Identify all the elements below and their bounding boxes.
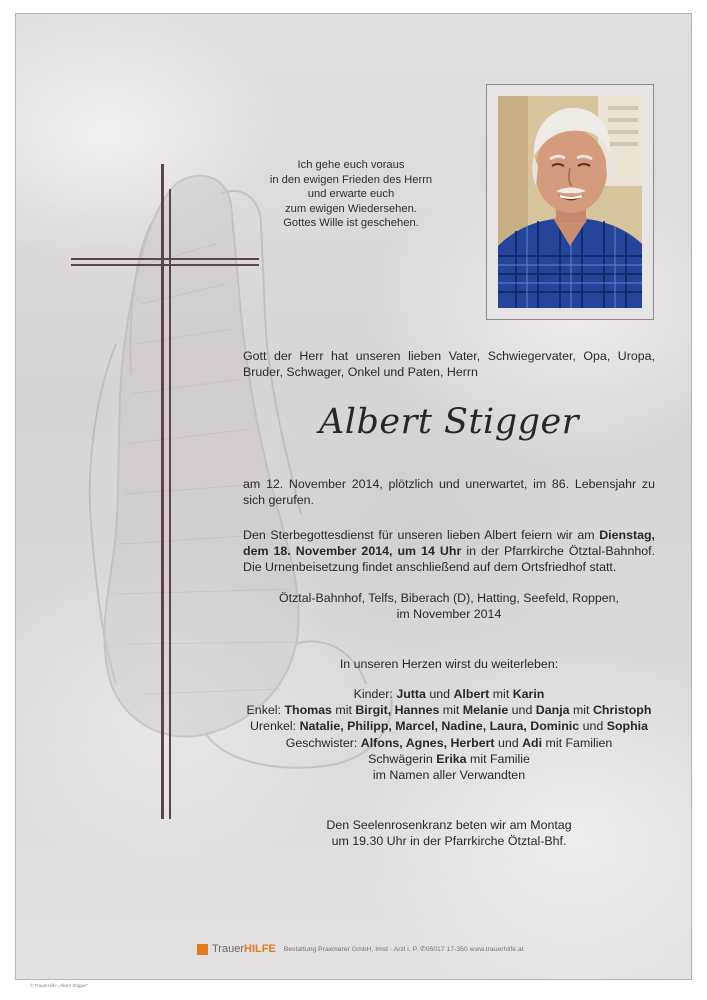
family-connector: mit xyxy=(489,687,513,701)
heart-line: In unseren Herzen wirst du weiterleben: xyxy=(339,657,559,671)
rosary-line: Den Seelenrosenkranz beten wir am Montag xyxy=(326,818,572,832)
family-name: Erika xyxy=(436,751,467,766)
footer xyxy=(197,942,524,956)
family-label: Enkel: xyxy=(246,703,285,718)
family-connector: mit xyxy=(439,703,463,718)
family-relatives: im Namen aller Verwandten xyxy=(372,768,526,783)
cross-vertical-bar xyxy=(161,164,164,819)
family-name: Karin xyxy=(512,687,545,701)
death-notice: am 12. November 2014, plötzlich und unerwartet, im 86. Lebensjahr zu sich gerufen. xyxy=(243,477,655,508)
family-great-grandchildren xyxy=(243,718,655,734)
family-name: Jutta xyxy=(396,687,426,701)
trauerhilfe-logo-icon xyxy=(197,944,208,955)
poem-line: zum ewigen Wiedersehen. xyxy=(285,202,417,215)
family-connector: und xyxy=(494,735,523,750)
family-label: Kinder: xyxy=(353,687,397,701)
cross-vertical-bar xyxy=(169,189,171,819)
family-connector: und xyxy=(425,687,454,701)
family-sister-in-law xyxy=(243,751,655,767)
footer-logo xyxy=(212,943,276,955)
family-connector: mit Familien xyxy=(542,735,613,750)
poem-line: und erwarte euch xyxy=(307,188,395,201)
portrait-illustration xyxy=(498,96,642,308)
family-name: Melanie xyxy=(462,703,509,718)
logo-text: Trauer xyxy=(212,943,244,955)
family-name: Albert xyxy=(453,687,490,701)
copyright-mark: © TrauerHilfe „Albert Stigger“ xyxy=(30,983,89,988)
family-name: Birgit, Hannes xyxy=(355,703,440,718)
poem xyxy=(251,158,451,231)
family-connector: und xyxy=(508,703,536,718)
portrait-photo xyxy=(498,96,642,308)
portrait-frame xyxy=(486,84,654,320)
family-children xyxy=(243,686,655,702)
family-name: Alfons, Agnes, Herbert xyxy=(360,735,495,750)
obituary-card xyxy=(15,13,692,980)
rosary-line: um 19.30 Uhr in der Pfarrkirche Ötztal-Bhf. xyxy=(331,834,567,849)
places-and-date xyxy=(243,590,655,622)
poem-line: Gottes Wille ist geschehen. xyxy=(283,217,419,230)
service-rest: in der Pfarrkirche Ötztal-Bahnhof. Die Urnenbeisetzung findet anschließend auf dem Ortsfriedhof statt. xyxy=(243,544,655,575)
poem-line: in den ewigen Frieden des Herrn xyxy=(269,173,433,186)
family-connector: mit xyxy=(331,703,356,718)
family-name: Adi xyxy=(522,735,543,750)
family-name: Sophia xyxy=(606,719,648,734)
family-label: Geschwister: xyxy=(285,735,361,750)
intro-paragraph: Gott der Herr hat unseren lieben Vater, Schwiegervater, Opa, Uropa, Bruder, Schwager, Onkel und Paten, Herrn xyxy=(243,349,655,380)
footer-contact: Bestattung Praxmarer GmbH, Imst · Arzl i. P. ✆05017 17-350 www.trauerhilfe.at xyxy=(283,946,524,953)
logo-accent-text: HILFE xyxy=(244,943,276,955)
date-line: im November 2014 xyxy=(396,607,502,622)
family-name: Danja xyxy=(535,703,570,718)
places-line: Ötztal-Bahnhof, Telfs, Biberach (D), Hatting, Seefeld, Roppen, xyxy=(278,591,619,605)
cross-horizontal-bar xyxy=(71,264,259,266)
cross-horizontal-bar xyxy=(71,258,259,260)
rosary-info xyxy=(243,817,655,849)
poem-line: Ich gehe euch voraus xyxy=(297,159,405,171)
service-lead: Den Sterbegottesdienst für unseren lieben Albert feiern wir am xyxy=(243,528,600,542)
family-name: Thomas xyxy=(284,703,332,718)
family-connector: mit Familie xyxy=(466,751,530,766)
family-list xyxy=(243,686,655,783)
family-name: Natalie, Philipp, Marcel, Nadine, Laura, Dominic xyxy=(299,719,580,734)
family-grandchildren xyxy=(243,702,655,718)
family-siblings xyxy=(243,735,655,751)
family-name: Christoph xyxy=(592,703,652,718)
family-connector: und xyxy=(579,719,607,734)
service-info xyxy=(243,527,655,576)
family-label: Urenkel: xyxy=(249,719,300,734)
family-connector: mit xyxy=(569,703,593,718)
service-date: Dienstag, dem 18. November 2014, um 14 Uhr xyxy=(243,528,655,559)
deceased-name: Albert Stigger xyxy=(319,402,579,442)
family-label: Schwägerin xyxy=(368,751,437,766)
